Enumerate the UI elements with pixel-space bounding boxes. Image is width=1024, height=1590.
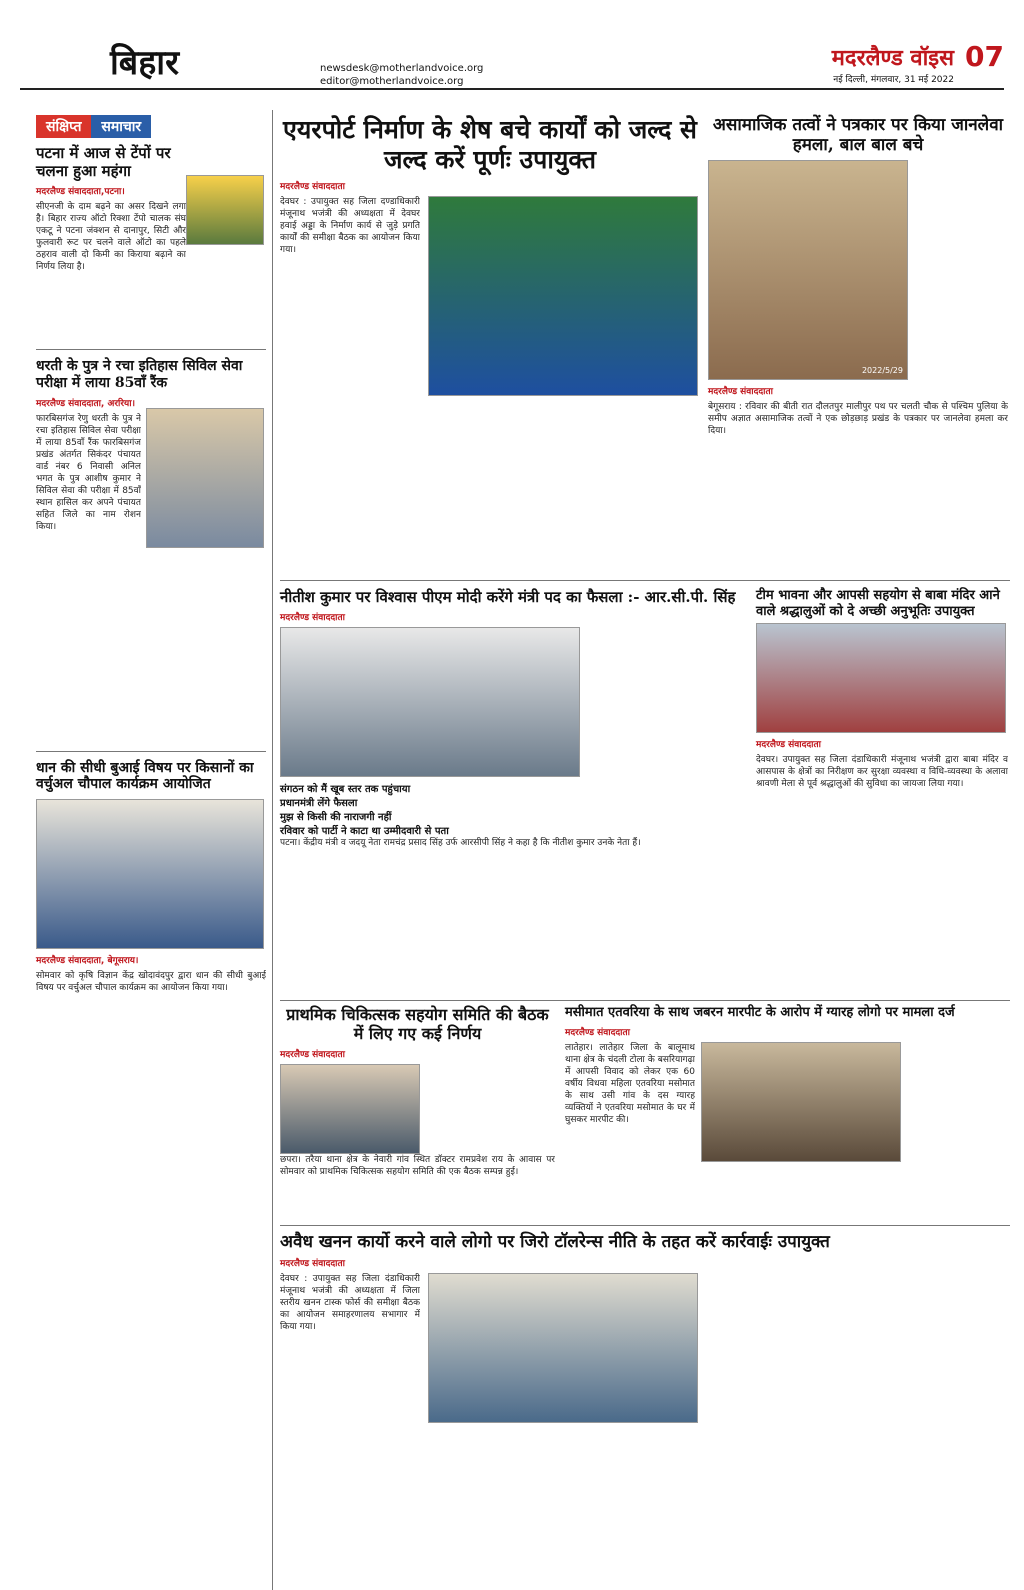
email-newsdesk[interactable]: newsdesk@motherlandvoice.org bbox=[320, 63, 484, 74]
mid-right-headline: टीम भावना और आपसी सहयोग से बाबा मंदिर आने वाले श्रद्धालुओं को दे अच्छी अनुभूतिः उपायुक्त bbox=[756, 588, 1000, 619]
left-column bbox=[36, 115, 266, 1150]
brief-tags bbox=[36, 115, 266, 138]
lead-body: देवघर : उपायुक्त सह जिला दण्डाधिकारी मंजूनाथ भजंत्री की अध्यक्षता में देवघर हवाई अड्डा के निर्माण कार्य से जुड़े प्रगति कार्यों की समीक्षा बैठक का आयोजन किया गया। bbox=[280, 197, 420, 255]
story-1-body: सीएनजी के दाम बढ़ने का असर दिखने लगा है। बिहार राज्य ऑटो रिक्शा टेंपो चालक संघ एकटू ने पटना जंक्शन से दानापुर, सिटी और फुलवारी रूट पर चलने वाले ऑटो का पहले ठहराव वाली दो किमी का किराया बढ़ाने का निर्णय लिया है। bbox=[36, 202, 186, 272]
right-top-headline: असामाजिक तत्वों ने पत्रकार पर किया जानलेवा हमला, बाल बाल बचे bbox=[712, 115, 1004, 156]
right-top-body: बेगूसराय : रविवार की बीती रात दौलतपुर मालीपुर पथ पर चलती चौक से पश्चिम पुलिया के समीप अज्ञात असामाजिक तत्वों ने एक छोड़छाड़ प्रखंड के पत्रकार पर जानलेवा हमला कर दिया। bbox=[708, 401, 1008, 436]
mid-left-byline: मदरलैण्ड संवाददाता bbox=[280, 613, 345, 623]
auto-rickshaw-photo bbox=[186, 175, 264, 245]
bottom-b-story bbox=[565, 1005, 1005, 1202]
temple-crowd-photo bbox=[756, 623, 1006, 733]
divider bbox=[36, 751, 266, 752]
brief-tag: संक्षिप्त bbox=[36, 115, 91, 138]
news-tag: समाचार bbox=[91, 115, 151, 138]
story-1 bbox=[36, 144, 266, 341]
mid-left-headline: नीतीश कुमार पर विश्वास पीएम मोदी करेंगे मंत्री पद का फैसला :- आर.सी.पी. सिंह bbox=[280, 588, 736, 606]
mid-left-subhead-4: रविवार को पार्टी ने काटा था उम्मीदवारी से पता bbox=[280, 826, 449, 837]
mid-right-byline: मदरलैण्ड संवाददाता bbox=[756, 740, 821, 751]
mid-left-subhead-2: प्रधानमंत्री लेंगे फैसला bbox=[280, 798, 358, 809]
meeting-photo bbox=[280, 1064, 420, 1154]
bottom-a-headline: प्राथमिक चिकित्सक सहयोग समिति की बैठक में लिए गए कई निर्णय bbox=[286, 1005, 549, 1044]
section-rule bbox=[280, 1225, 1010, 1226]
bottom-c-body: देवघर : उपायुक्त सह जिला दंडाधिकारी मंजूनाथ भजंत्री की अध्यक्षता में जिला स्तरीय खनन टास्क फोर्स की समीक्षा बैठक का आयोजन समाहरणालय सभागार में किया गया। bbox=[280, 1274, 420, 1333]
column-rule bbox=[272, 110, 273, 1590]
injured-journalist-photo bbox=[708, 160, 908, 380]
page-number: 07 bbox=[965, 40, 1004, 73]
lead-story bbox=[280, 115, 700, 566]
photo-date: 2022/5/29 bbox=[861, 365, 903, 375]
mid-left-body: पटना। केंद्रीय मंत्री व जदयू नेता रामचंद्र प्रसाद सिंह उर्फ आरसीपी सिंह ने कहा है कि नीतीश कुमार उनके नेता हैं। bbox=[280, 838, 641, 848]
contact-emails bbox=[320, 62, 483, 88]
bottom-a-story bbox=[280, 1005, 555, 1244]
brand-name: मदरलैण्ड वॉइस bbox=[831, 46, 954, 71]
right-top-byline: मदरलैण्ड संवाददाता bbox=[708, 386, 773, 397]
bottom-b-body: लातेहार। लातेहार जिला के बालूमाथ थाना क्षेत्र के चंदली टोला के बसरियागढ़ा में आपसी विवाद को लेकर एक 60 वर्षीय विधवा महिला एतवरिया मसोमात के साथ उसी गांव के दस ग्यारह व्यक्तियों ने एतवरिया मसोमात के घर में घुसकर मारपीट की। bbox=[565, 1042, 695, 1125]
meeting-screen-photo bbox=[428, 196, 698, 396]
virtual-chaupal-photo bbox=[36, 799, 264, 949]
bottom-b-headline: मसीमात एतवरिया के साथ जबरन मारपीट के आरोप में ग्यारह लोगो पर मामला दर्ज bbox=[565, 1005, 955, 1020]
story-2-byline: मदरलैण्ड संवाददाता, अररिया। bbox=[36, 398, 136, 409]
bottom-c-headline: अवैध खनन कार्यो करने वाले लोगो पर जिरो टॉलरेन्स नीति के तहत करें कार्रवाईः उपायुक्त bbox=[280, 1232, 830, 1252]
dateline: नई दिल्ली, मंगलवार, 31 मई 2022 bbox=[833, 75, 954, 85]
family-photo bbox=[701, 1042, 901, 1162]
bottom-c-story bbox=[280, 1232, 1008, 1553]
story-2-headline: धरती के पुत्र ने रचा इतिहास सिविल सेवा परीक्षा में लाया 85वाँ रैंक bbox=[36, 358, 243, 391]
rcp-singh-photo bbox=[280, 627, 580, 777]
bottom-a-body: छपरा। तरैया थाना क्षेत्र के नेवारी गांव स्थित डॉक्टर रामप्रवेश राय के आवास पर सोमवार को प्राथमिक चिकित्सक सहयोग समिति की एक बैठक सम्पन्न हुई। bbox=[280, 1155, 555, 1178]
masthead bbox=[20, 30, 1004, 90]
lead-byline: मदरलैण्ड संवाददाता bbox=[280, 182, 345, 192]
bottom-c-byline: मदरलैण्ड संवाददाता bbox=[280, 1259, 345, 1270]
story-2-body: फारबिसगंज रेणु धरती के पुत्र ने रचा इतिहास सिविल सेवा परीक्षा में लाया 85वाँ रैंक फारबिसगंज प्रखंड अंतर्गत सिकंदर पंचायत वार्ड नंबर 6 निवासी अनिल भगत के पुत्र आशीष कुमार ने सिविल सेवा की परीक्षा में 85वाँ स्थान हासिल कर अपने पंचायत सहित जिले का नाम रोशन किया। bbox=[36, 413, 141, 532]
section-title: बिहार bbox=[110, 43, 179, 83]
mid-right-story bbox=[756, 588, 1008, 924]
mid-left-subhead-3: मुझ से किसी की नाराजगी नहीं bbox=[280, 812, 392, 823]
mid-left-story bbox=[280, 588, 750, 957]
bottom-a-byline: मदरलैण्ड संवाददाता bbox=[280, 1050, 345, 1061]
mid-right-body: देवघर। उपायुक्त सह जिला दंडाधिकारी मंजूनाथ भजंत्री द्वारा बाबा मंदिर व आसपास के क्षेत्रों का निरीक्षण कर सुरक्षा व्यवस्था व विधि-व्यवस्था के अलावा श्रावणी मेला से पूर्व श्रद्धालुओं की सुविधा का जायजा लिया गया। bbox=[756, 755, 1008, 790]
story-2 bbox=[36, 358, 266, 743]
story-3-headline: धान की सीधी बुआई विषय पर किसानों का वर्चुअल चौपाल कार्यक्रम आयोजित bbox=[36, 759, 254, 793]
lead-headline: एयरपोर्ट निर्माण के शेष बचे कार्यों को जल्द से जल्द करें पूर्णः उपायुक्त bbox=[283, 115, 697, 174]
email-editor[interactable]: editor@motherlandvoice.org bbox=[320, 76, 464, 87]
section-rule bbox=[280, 580, 1010, 581]
story-3-byline: मदरलैण्ड संवाददाता, बेगूसराय। bbox=[36, 956, 139, 967]
task-force-meeting-photo bbox=[428, 1273, 698, 1423]
story-3-body: सोमवार को कृषि विज्ञान केंद्र खोदावंदपुर द्वारा धान की सीधी बुआई विषय पर वर्चुअल चौपाल कार्यक्रम का आयोजन किया गया। bbox=[36, 971, 266, 994]
divider bbox=[36, 349, 266, 350]
story-3 bbox=[36, 760, 266, 1151]
story-1-byline: मदरलैण्ड संवाददाता,पटना। bbox=[36, 187, 125, 197]
story-1-headline: पटना में आज से टेंपों पर चलना हुआ महंगा bbox=[36, 144, 171, 180]
mid-left-subhead-1: संगठन को मैं खूब स्तर तक पहुंचाया bbox=[280, 784, 411, 795]
section-rule bbox=[280, 1000, 1010, 1001]
right-top-story bbox=[708, 115, 1008, 561]
bottom-b-byline: मदरलैण्ड संवाददाता bbox=[565, 1027, 630, 1038]
portrait-photo bbox=[146, 408, 264, 548]
